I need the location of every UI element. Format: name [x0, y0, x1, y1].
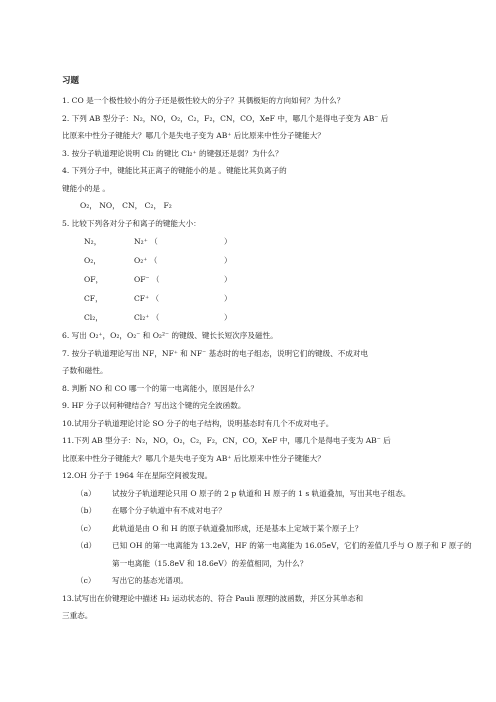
pair-row [62, 251, 476, 270]
pair-row [62, 289, 476, 308]
pair-molecule: OF， [84, 275, 104, 284]
sub-text: 已知 OH 的第一电离能为 13.2eV，HF 的第一电离能为 16.05eV，它们的差值几乎与 O 原子和 F 原子的第一电离能（15.8eV 和 18.6eV）的差值相同，为什么？ [112, 541, 472, 568]
pair-molecule: CF， [84, 294, 103, 303]
pair-ion: Cl₂⁺ （ [134, 313, 160, 322]
sub-tag: （d） [76, 541, 97, 550]
pair-close: ） [224, 275, 232, 284]
question-12-sub-c [62, 520, 476, 538]
question-13-line-2: 三重态。 [62, 611, 93, 620]
question-5: 5. 比较下列各对分子和离子的键能大小： [62, 218, 201, 228]
pair-molecule: Cl₂， [84, 313, 103, 322]
exercise-title: 习题 [62, 76, 80, 86]
question-12-sub-d [62, 537, 476, 572]
question-7-line-1: 7. 按分子轨道理论写出 NF，NF⁺ 和 NF⁻ 基态时的电子组态，说明它们的键级、不成对电 [62, 348, 369, 358]
pair-molecule: N₂， [84, 237, 102, 246]
question-11-line-2: 比原来中性分子键能大？哪几个是失电子变为 AB⁺ 后比原来中性分子键能大？ [62, 453, 325, 463]
question-12-sub-e [62, 572, 476, 590]
sub-tag: （c） [76, 576, 96, 585]
sub-tag: （b） [76, 506, 97, 515]
question-12: 12.OH 分子于 1964 年在星际空间被发现。 [62, 471, 213, 480]
sub-text: 写出它的基态光谱项。 [112, 576, 188, 585]
question-13-line-1: 13.试写出在价键理论中描述 H₂ 运动状态的、符合 Pauli 原理的波函数，并区分其单态和 [62, 593, 364, 603]
question-2-line-1: 2. 下列 AB 型分子：N₂，NO，O₂，C₂，F₂，CN，CO，XeF 中，哪几个是得电子变为 AB⁻ 后 [62, 113, 389, 123]
question-6: 6. 写出 O₂⁺，O₂，O₂⁻ 和 O₂²⁻ 的键级、键长长短次序及磁性。 [62, 331, 278, 340]
pair-close: ） [224, 256, 232, 265]
pair-ion: CF⁺ （ [134, 294, 160, 303]
question-8: 8. 判断 NO 和 CO 哪一个的第一电离能小，原因是什么？ [62, 383, 259, 393]
pair-ion: N₂⁺ （ [134, 237, 158, 246]
question-4-line-2: 键能小的是 。 [62, 183, 110, 193]
pair-close: ） [224, 294, 232, 303]
pair-ion: OF⁻ （ [134, 275, 160, 284]
sub-tag: （c） [76, 523, 96, 533]
question-2-line-2: 比原来中性分子键能大？哪几个是失电子变为 AB⁺ 后比原来中性分子键能大？ [62, 131, 325, 140]
question-4-line-1: 4. 下列分子中，键能比其正离子的键能小的是 。键能比其负离子的 [62, 166, 287, 175]
question-4-species-list: O₂， NO， CN， C₂， F₂ [80, 201, 172, 210]
sub-tag: （a） [76, 488, 96, 498]
pair-close: ） [224, 313, 232, 322]
question-12-sub-b [62, 502, 476, 520]
sub-text: 此轨道是由 O 和 H 的原子轨道叠加形成，还是基本上定域于某个原子上？ [112, 523, 363, 533]
pair-row [62, 270, 476, 289]
question-9: 9. HF 分子以何种键结合？写出这个键的完全波函数。 [62, 401, 246, 410]
question-11-line-1: 11.下列 AB 型分子：N₂，NO，O₂，C₂，F₂，CN，CO，XeF 中，哪几个是得电子变为 AB⁻ 后 [62, 436, 391, 445]
pair-row [62, 232, 476, 251]
pair-molecule: O₂， [84, 256, 101, 265]
pair-close: ） [224, 237, 232, 246]
sub-text: 试按分子轨道理论只用 O 原子的 2 p 轨道和 H 原子的 1 s 轨道叠加，写出其电子组态。 [112, 488, 411, 498]
pair-ion: O₂⁺ （ [134, 256, 158, 265]
question-10: 10.试用分子轨道理论讨论 SO 分子的电子结构，说明基态时有几个不成对电子。 [62, 418, 334, 428]
question-12-sub-a [62, 485, 476, 503]
question-1: 1. CO 是一个极性较小的分子还是极性较大的分子？其偶极矩的方向如何？为什么？ [62, 96, 345, 105]
pair-row [62, 308, 476, 327]
question-3: 3. 按分子轨道理论说明 Cl₂ 的键比 Cl₂⁺ 的键强还是弱？为什么？ [62, 148, 283, 158]
question-7-line-2: 子数和磁性。 [62, 366, 108, 375]
sub-text: 在哪个分子轨道中有不成对电子？ [112, 506, 226, 515]
